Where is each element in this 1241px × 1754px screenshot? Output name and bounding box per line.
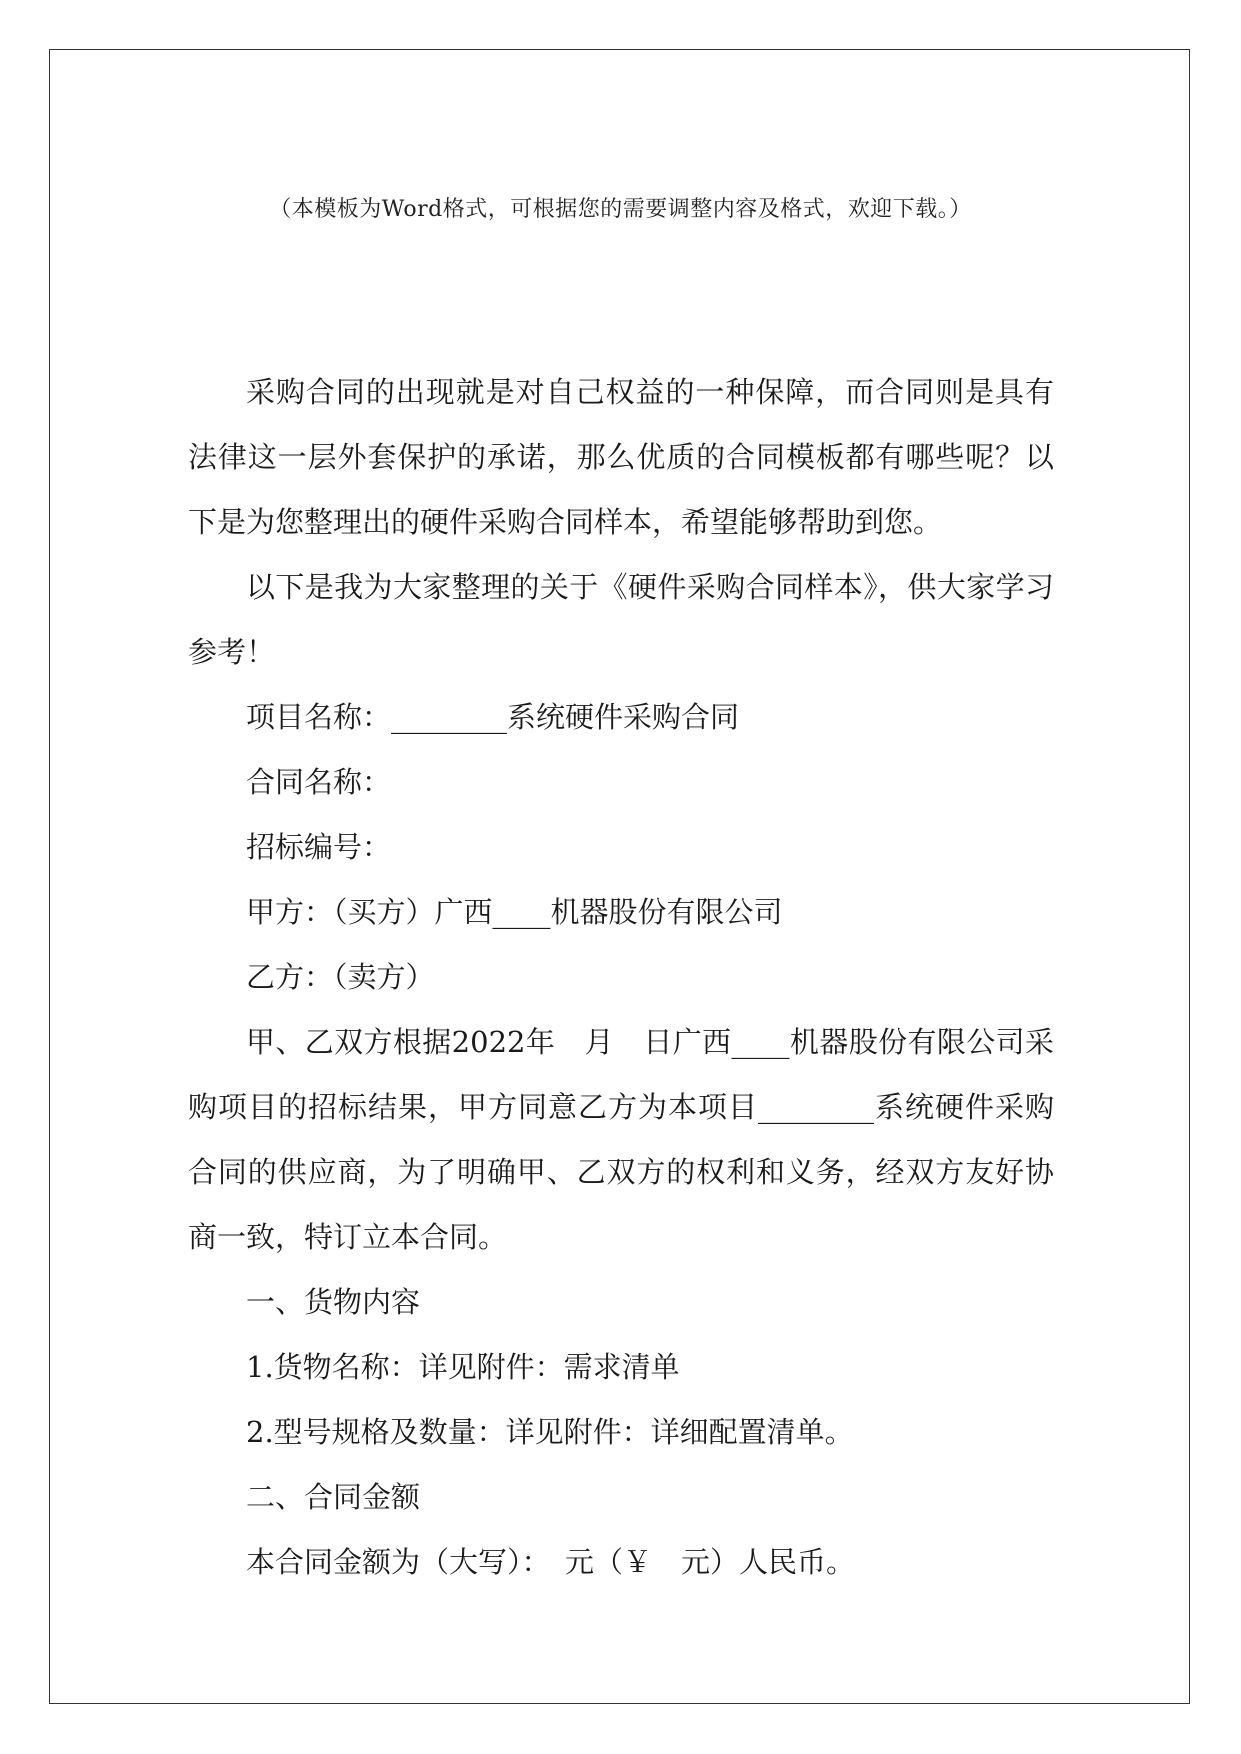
goods-item-2: 2.型号规格及数量：详见附件：详细配置清单。 (246, 1415, 854, 1449)
project-name-line: 项目名称：________系统硬件采购合同 (246, 700, 740, 734)
intro-paragraph-2: 以下是我为大家整理的关于《硬件采购合同样本》，供大家学习参考！ (188, 570, 1054, 669)
party-a-line: 甲方：（买方）广西____机器股份有限公司 (246, 895, 783, 929)
section-heading-goods: 一、货物内容 (246, 1285, 421, 1319)
party-b-line: 乙方：（卖方） (246, 960, 435, 994)
contract-name-line: 合同名称： (246, 765, 392, 799)
document-body (188, 360, 1054, 1595)
template-note: （本模板为Word格式，可根据您的需要调整内容及格式，欢迎下载。） (269, 197, 972, 222)
section-heading-amount: 二、合同金额 (246, 1480, 421, 1514)
tender-number-line: 招标编号： (246, 830, 392, 864)
intro-paragraph: 采购合同的出现就是对自己权益的一种保障，而合同则是具有法律这一层外套保护的承诺，那么优质的合同模板都有哪些呢？以下是为您整理出的硬件采购合同样本，希望能够帮助到您。 (188, 375, 1054, 539)
agreement-paragraph: 甲、乙双方根据2022年 月 日广西____机器股份有限公司采购项目的招标结果，甲方同意乙方为本项目________系统硬件采购合同的供应商，为了明确甲、乙双方的权利和义务，经双方友好协商一致，特订立本合同。 (188, 1025, 1054, 1254)
amount-line: 本合同金额为（大写）： 元（￥ 元）人民币。 (246, 1545, 856, 1579)
goods-item-1: 1.货物名称：详见附件：需求清单 (246, 1350, 680, 1384)
